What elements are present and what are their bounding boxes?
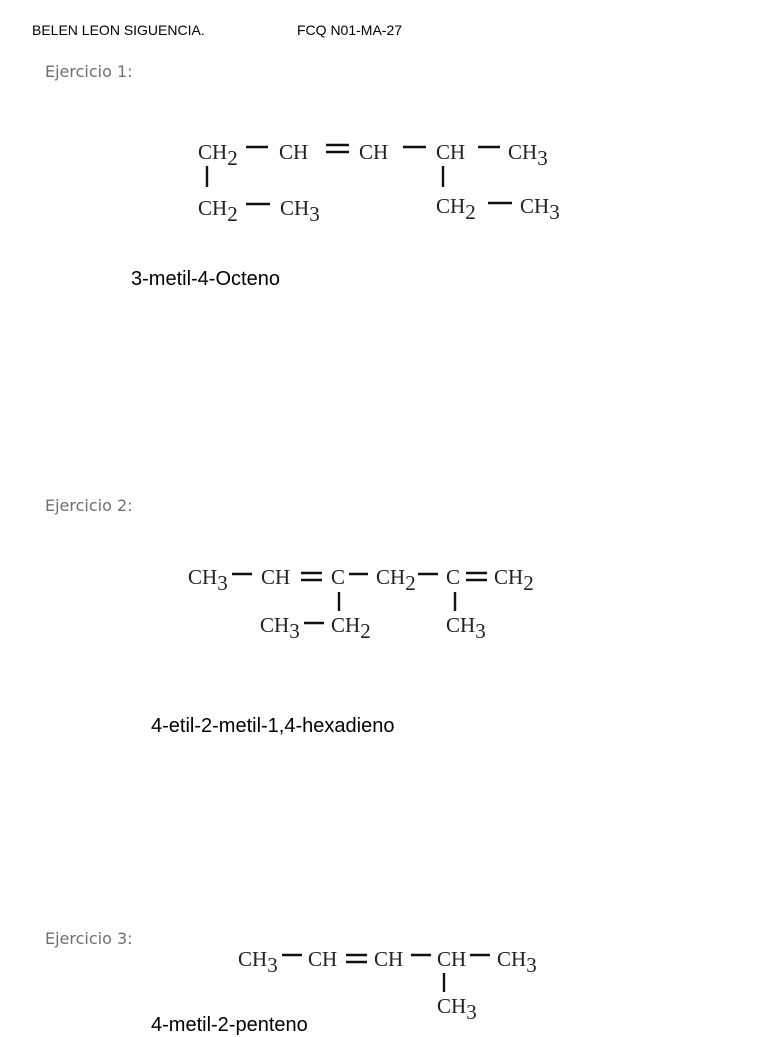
exercise-1-structural-formula [0,0,768,250]
exercise-2-left-branch [260,613,371,643]
atom-group: C [331,565,346,589]
atom-group: CH3 [260,613,300,643]
atom-group: CH3 [437,994,477,1024]
exercise-3-label: Ejercicio 3: [45,929,133,948]
exercise-3-right-branch [437,994,477,1024]
exercise-2-compound-name: 4-etil-2-metil-1,4-hexadieno [151,715,395,737]
atom-group: CH2 [494,565,534,595]
exercise-2-right-branch [446,613,486,643]
atom-group: CH2 [198,140,238,170]
exercise-3-main-chain [238,947,537,977]
atom-group: CH [308,947,338,971]
exercise-2-main-chain [188,565,534,595]
atom-group: CH2 [331,613,371,643]
atom-group: CH3 [508,140,548,170]
atom-group: CH3 [497,947,537,977]
atom-group: CH3 [280,196,320,226]
atom-group: CH [437,947,467,971]
atom-group: CH [279,140,309,164]
exercise-1-right-branch [436,194,560,224]
atom-group: CH3 [188,565,228,595]
document-code: FCQ N01-MA-27 [297,22,403,38]
exercise-3-compound-name: 4-metil-2-penteno [151,1014,308,1036]
atom-group: CH [436,140,466,164]
atom-group: CH3 [520,194,560,224]
author-name: BELEN LEON SIGUENCIA. [32,22,205,38]
atom-group: CH [261,565,291,589]
atom-group: CH [374,947,404,971]
exercise-1-main-chain [198,140,548,170]
exercise-1-left-branch [198,196,320,226]
exercise-3-structural-formula [0,930,768,1024]
atom-group: CH3 [238,947,278,977]
exercise-1-compound-name: 3-metil-4-Octeno [131,268,280,290]
atom-group: CH3 [446,613,486,643]
exercise-2-label: Ejercicio 2: [45,496,133,515]
atom-group: CH2 [376,565,416,595]
exercise-1-label: Ejercicio 1: [45,62,133,81]
atom-group: CH2 [198,196,238,226]
atom-group: C [446,565,461,589]
atom-group: CH2 [436,194,476,224]
exercise-2-structural-formula [0,545,768,665]
atom-group: CH [359,140,389,164]
